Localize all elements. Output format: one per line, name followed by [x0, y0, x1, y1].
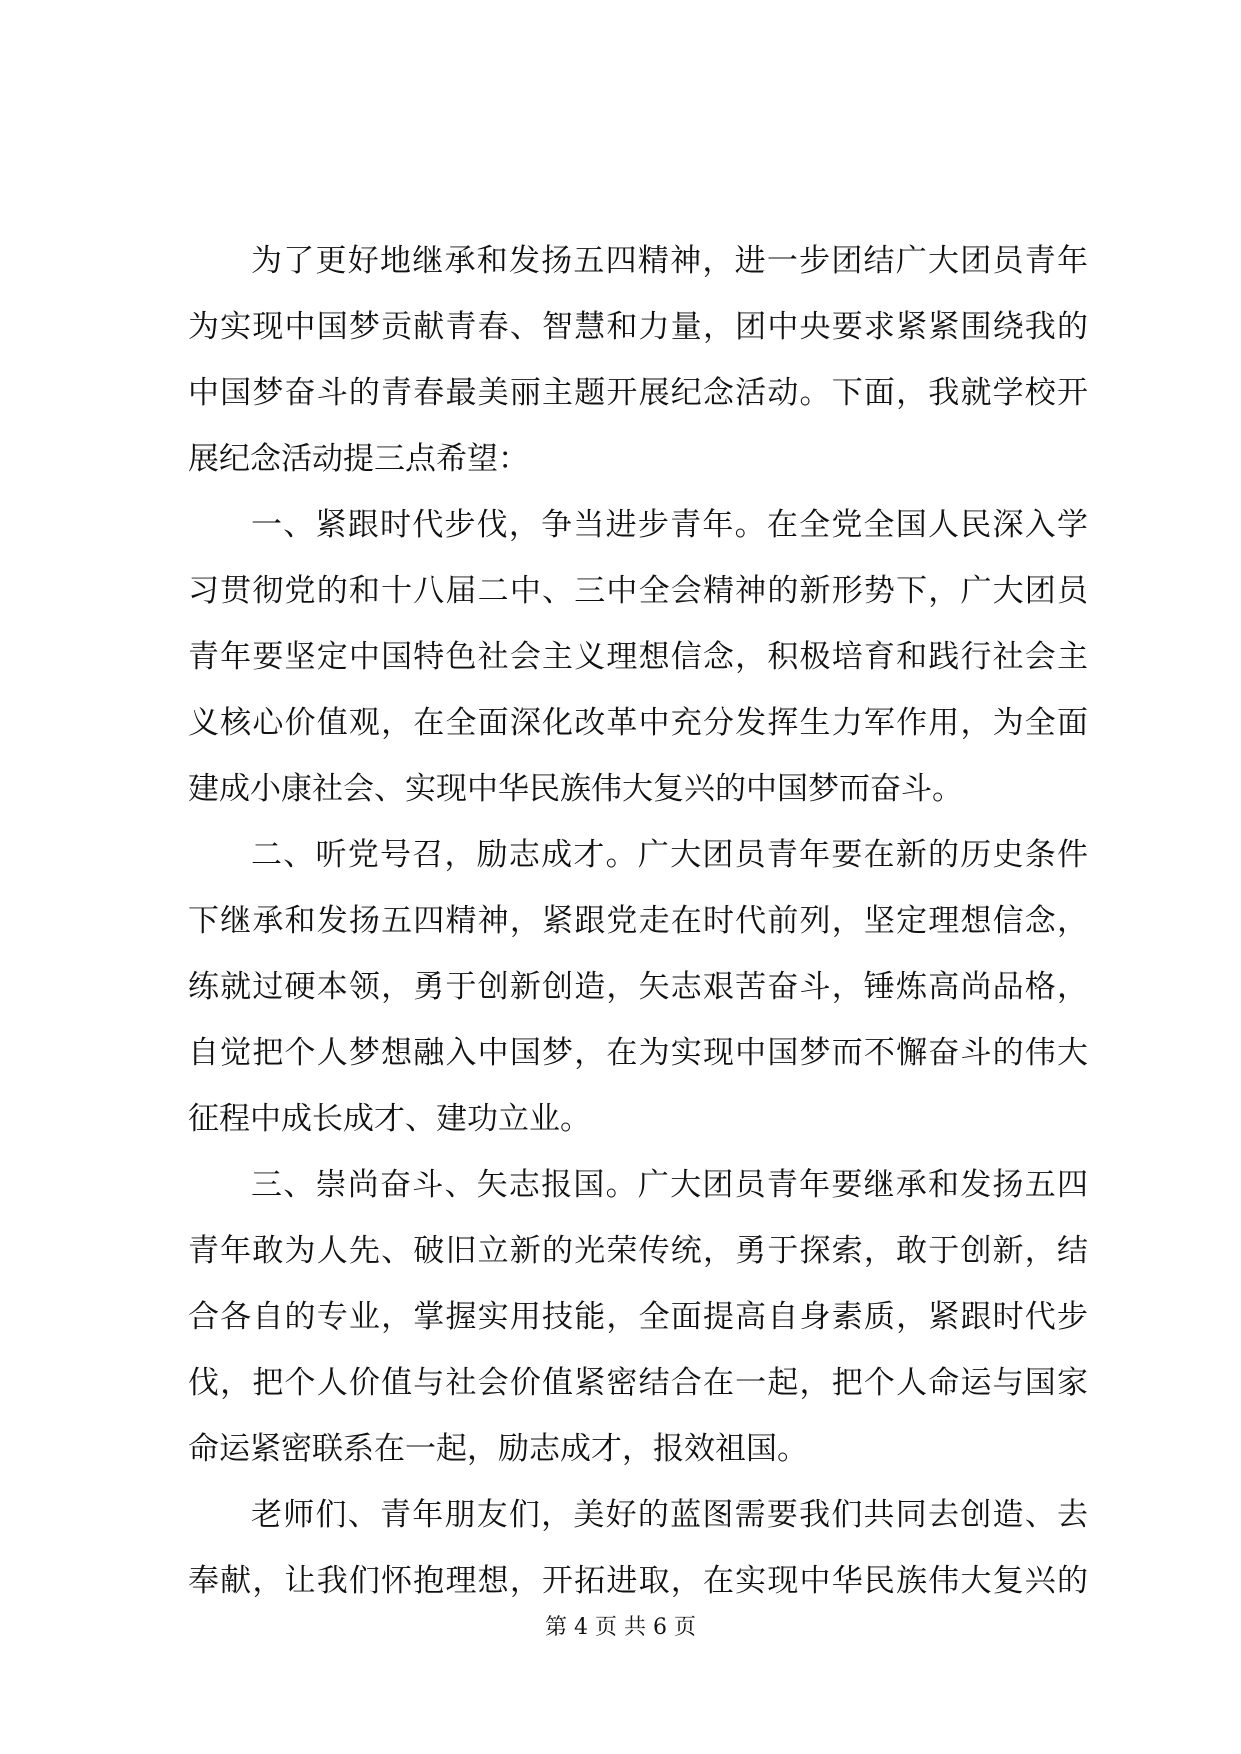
- text-line: 自觉把个人梦想融入中国梦，在为实现中国梦而不懈奋斗的伟大: [188, 1035, 1088, 1071]
- page-number-footer: 第 4 页 共 6 页: [545, 1615, 696, 1640]
- text-line: 合各自的专业，掌握实用技能，全面提高自身素质，紧跟时代步: [188, 1299, 1088, 1335]
- paragraph-point-three: [188, 1152, 1088, 1482]
- text-line: 青年敢为人先、破旧立新的光荣传统，勇于探索，敢于创新，结: [188, 1233, 1088, 1269]
- text-line: 伐，把个人价值与社会价值紧密结合在一起，把个人命运与国家: [188, 1365, 1088, 1401]
- text-line: 练就过硬本领，勇于创新创造，矢志艰苦奋斗，锤炼高尚品格，: [188, 969, 1088, 1005]
- paragraph-closing: [188, 1482, 1088, 1614]
- text-line: 征程中成长成才、建功立业。: [188, 1101, 591, 1137]
- text-line: 三、崇尚奋斗、矢志报国。广大团员青年要继承和发扬五四: [251, 1167, 1088, 1203]
- text-line: 青年要坚定中国特色社会主义理想信念，积极培育和践行社会主: [188, 639, 1088, 675]
- document-body: [188, 228, 1088, 1614]
- text-line: 二、听党号召，励志成才。广大团员青年要在新的历史条件: [251, 837, 1088, 873]
- paragraph-intro: [188, 228, 1088, 492]
- text-line: 义核心价值观，在全面深化改革中充分发挥生力军作用，为全面: [188, 705, 1088, 741]
- text-line: 为了更好地继承和发扬五四精神，进一步团结广大团员青年: [251, 243, 1088, 279]
- paragraph-point-two: [188, 822, 1088, 1152]
- text-line: 命运紧密联系在一起，励志成才，报效祖国。: [188, 1431, 808, 1467]
- text-line: 展纪念活动提三点希望：: [188, 441, 529, 477]
- text-line: 建成小康社会、实现中华民族伟大复兴的中国梦而奋斗。: [188, 771, 963, 807]
- text-line: 老师们、青年朋友们，美好的蓝图需要我们共同去创造、去: [251, 1497, 1088, 1533]
- paragraph-point-one: [188, 492, 1088, 822]
- text-line: 奉献，让我们怀抱理想，开拓进取，在实现中华民族伟大复兴的: [188, 1563, 1088, 1599]
- text-line: 中国梦奋斗的青春最美丽主题开展纪念活动。下面，我就学校开: [188, 375, 1088, 411]
- text-line: 一、紧跟时代步伐，争当进步青年。在全党全国人民深入学: [251, 507, 1088, 543]
- text-line: 习贯彻党的和十八届二中、三中全会精神的新形势下，广大团员: [188, 573, 1088, 609]
- text-line: 下继承和发扬五四精神，紧跟党走在时代前列，坚定理想信念，: [188, 903, 1088, 939]
- text-line: 为实现中国梦贡献青春、智慧和力量，团中央要求紧紧围绕我的: [188, 309, 1088, 345]
